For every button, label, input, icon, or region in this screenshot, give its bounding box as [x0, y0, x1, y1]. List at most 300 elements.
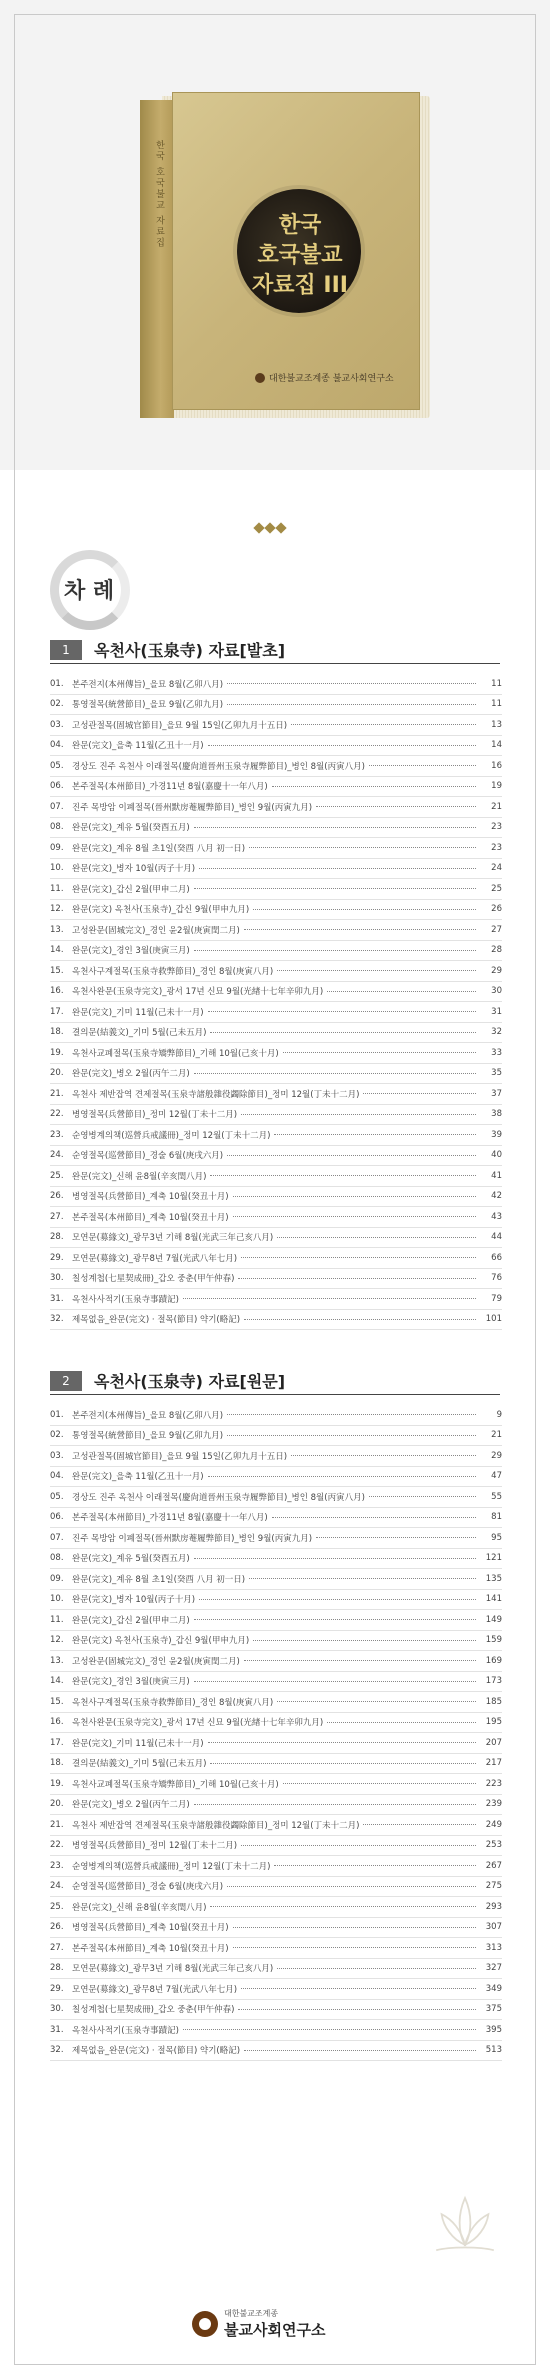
toc-entry	[50, 1569, 502, 1590]
toc-entry-number: 27.	[50, 1942, 64, 1953]
toc-entry-number: 27.	[50, 1211, 64, 1222]
toc-entry	[50, 1446, 502, 1467]
footer-logo	[192, 2308, 325, 2340]
toc-entry-title: 고성완문(固城完文)_경인 윤2월(庚寅閏二月)	[72, 925, 240, 936]
toc-entry-title: 순영절목(巡營節目)_경술 6월(庚戌六月)	[72, 1882, 224, 1893]
toc-leader-dots	[238, 2009, 476, 2010]
toc-entry	[50, 1023, 502, 1044]
toc-entry-title: 완문(完文) 옥천사(玉泉寺)_갑신 9월(甲申九月)	[72, 905, 250, 916]
toc-leader-dots	[210, 1906, 476, 1907]
toc-entry-page: 38	[491, 1109, 502, 1120]
toc-leader-dots	[208, 1011, 476, 1012]
toc-leader-dots	[291, 724, 476, 725]
toc-entry-number: 10.	[50, 863, 64, 874]
book-front	[172, 92, 420, 410]
toc-entry-page: 313	[485, 1942, 502, 1953]
toc-entry-number: 23.	[50, 1129, 64, 1140]
toc-entry	[50, 1897, 502, 1918]
toc-entry-page: 23	[491, 842, 502, 853]
toc-entry-title: 완문(完文)_신해 윤8월(辛亥閏八月)	[72, 1902, 207, 1913]
toc-entry-title: 완문(完文)_병자 10월(丙子十月)	[72, 1595, 196, 1606]
toc-entry-page: 33	[491, 1047, 502, 1058]
toc-leader-dots	[241, 1257, 476, 1258]
toc-leader-dots	[238, 1278, 476, 1279]
toc-leader-dots	[369, 765, 476, 766]
toc-entry-title: 통영절목(統營節目)_을묘 9월(乙卯九月)	[72, 700, 224, 711]
toc-entry-title: 경상도 진주 옥천사 이래절목(慶尙道晉州玉泉寺履弊節目)_병인 8월(丙寅八月)	[72, 1492, 365, 1503]
toc-entry-page: 13	[491, 719, 502, 730]
diamond-icon	[264, 522, 275, 533]
toc-leader-dots	[363, 1093, 476, 1094]
book-cover-image	[140, 92, 430, 422]
toc-entry-page: 101	[485, 1314, 502, 1325]
toc-entry-title: 완문(完文)_신해 윤8월(辛亥閏八月)	[72, 1171, 207, 1182]
toc-entry-page: 23	[491, 822, 502, 833]
toc-entry	[50, 1651, 502, 1672]
toc-entry-page: 42	[491, 1191, 502, 1202]
toc-entry	[50, 1289, 502, 1310]
toc-entry-page: 195	[485, 1717, 502, 1728]
toc-leader-dots	[194, 1804, 476, 1805]
toc-entry	[50, 1187, 502, 1208]
diamond-icon	[275, 522, 286, 533]
toc-leader-dots	[277, 970, 476, 971]
toc-leader-dots	[363, 1824, 476, 1825]
toc-entry	[50, 961, 502, 982]
toc-entry-number: 22.	[50, 1109, 64, 1120]
toc-leader-dots	[249, 1578, 476, 1579]
toc-entry-page: 55	[491, 1491, 502, 1502]
toc-entry-title: 완문(完文)_을축 11월(乙丑十一月)	[72, 741, 204, 752]
toc-entry	[50, 1405, 502, 1426]
toc-entry	[50, 2041, 502, 2062]
toc-entry	[50, 1631, 502, 1652]
toc-entry	[50, 1713, 502, 1734]
toc-leader-dots	[208, 1476, 476, 1477]
toc-entry-number: 19.	[50, 1047, 64, 1058]
toc-title: 차 례	[64, 579, 115, 604]
toc-entry-title: 완문(完文)_병자 10월(丙子十月)	[72, 864, 196, 875]
toc-entry	[50, 1979, 502, 2000]
toc-entry	[50, 1467, 502, 1488]
section-number-badge: 1	[50, 640, 82, 660]
toc-entry	[50, 1959, 502, 1980]
toc-entry-page: 27	[491, 924, 502, 935]
toc-entry-number: 04.	[50, 740, 64, 751]
toc-entry-page: 66	[491, 1252, 502, 1263]
toc-entry-page: 44	[491, 1232, 502, 1243]
footer	[0, 2300, 550, 2360]
section-title: 옥천사(玉泉寺) 자료[발초]	[94, 641, 286, 660]
toc-entry-page: 513	[485, 2045, 502, 2056]
book-spine	[140, 100, 174, 418]
toc-entry-number: 11.	[50, 883, 64, 894]
toc-entry-title: 진주 목방암 이폐절목(晉州默房菴履弊節目)_병인 9월(丙寅九月)	[72, 802, 313, 813]
toc-entry-number: 08.	[50, 822, 64, 833]
toc-entry-number: 25.	[50, 1901, 64, 1912]
toc-leader-dots	[194, 950, 476, 951]
toc-entry-number: 23.	[50, 1860, 64, 1871]
toc-entry	[50, 1610, 502, 1631]
toc-entry-number: 13.	[50, 1655, 64, 1666]
toc-leader-dots	[194, 888, 476, 889]
toc-leader-dots	[227, 1886, 476, 1887]
toc-entry-title: 본주절목(本州節目)_계축 10월(癸丑十月)	[72, 1943, 229, 1954]
toc-entry-page: 21	[491, 1430, 502, 1441]
toc-leader-dots	[272, 1517, 476, 1518]
toc-leader-dots	[210, 1032, 476, 1033]
toc-leader-dots	[277, 1968, 476, 1969]
toc-entry	[50, 715, 502, 736]
toc-entry	[50, 1310, 502, 1331]
toc-entry-number: 20.	[50, 1068, 64, 1079]
section-header-2	[50, 1367, 500, 1395]
toc-entry-title: 본주절목(本州節目)_계축 10월(癸丑十月)	[72, 1212, 229, 1223]
toc-entry-page: 16	[491, 760, 502, 771]
toc-entry-number: 19.	[50, 1778, 64, 1789]
toc-leader-dots	[253, 1640, 476, 1641]
toc-entry-page: 47	[491, 1471, 502, 1482]
toc-entry-number: 28.	[50, 1963, 64, 1974]
toc-entry	[50, 1487, 502, 1508]
toc-entry-title: 순영병계의책(巡營兵戒議冊)_정미 12월(丁未十二月)	[72, 1130, 271, 1141]
toc-leader-dots	[327, 991, 476, 992]
toc-entry	[50, 1269, 502, 1290]
section-number-badge: 2	[50, 1371, 82, 1391]
toc-entry-title: 옥천사구계절목(玉泉寺救弊節目)_경인 8월(庚寅八月)	[72, 1697, 274, 1708]
toc-entry-number: 16.	[50, 1717, 64, 1728]
toc-leader-dots	[208, 745, 476, 746]
toc-entry	[50, 1002, 502, 1023]
toc-entry	[50, 1590, 502, 1611]
toc-entry	[50, 736, 502, 757]
toc-leader-dots	[283, 1052, 476, 1053]
toc-leader-dots	[316, 806, 476, 807]
toc-header	[50, 550, 170, 630]
toc-leader-dots	[194, 1073, 476, 1074]
toc-entry-number: 32.	[50, 1314, 64, 1325]
toc-entry-title: 고성관절목(固城官節目)_을묘 9월 15일(乙卯九月十五日)	[72, 1451, 288, 1462]
organization-logo-icon	[192, 2311, 218, 2337]
toc-entry-page: 375	[485, 2004, 502, 2015]
toc-entry-page: 79	[491, 1293, 502, 1304]
toc-entry-number: 25.	[50, 1170, 64, 1181]
toc-entry-number: 26.	[50, 1191, 64, 1202]
toc-entry-page: 173	[485, 1676, 502, 1687]
toc-entry-title: 모연문(募緣文)_광무3년 기해 8월(光武三年己亥八月)	[72, 1964, 274, 1975]
toc-entry-page: 35	[491, 1068, 502, 1079]
toc-leader-dots	[183, 2029, 476, 2030]
footer-org-small: 대한불교조계종	[224, 2309, 279, 2318]
toc-entry-page: 9	[496, 1409, 502, 1420]
toc-entry-page: 40	[491, 1150, 502, 1161]
toc-entry	[50, 1166, 502, 1187]
toc-entry	[50, 2000, 502, 2021]
toc-entry-page: 135	[485, 1573, 502, 1584]
footer-org	[224, 2308, 325, 2340]
toc-entry-number: 06.	[50, 1512, 64, 1523]
toc-leader-dots	[244, 1660, 476, 1661]
toc-entry	[50, 1774, 502, 1795]
toc-entry-page: 31	[491, 1006, 502, 1017]
cover-publisher	[255, 371, 394, 384]
toc-entry-number: 31.	[50, 2024, 64, 2035]
toc-entry-number: 29.	[50, 1983, 64, 1994]
toc-entry-page: 149	[485, 1614, 502, 1625]
toc-entry-number: 04.	[50, 1471, 64, 1482]
toc-entry	[50, 1528, 502, 1549]
toc-entry-title: 모연문(募緣文)_광무8년 7월(光武八年七月)	[72, 1253, 238, 1264]
toc-entry-page: 21	[491, 801, 502, 812]
toc-list-section-2	[50, 1405, 502, 2061]
toc-entry-number: 29.	[50, 1252, 64, 1263]
toc-entry-page: 185	[485, 1696, 502, 1707]
toc-entry-page: 275	[485, 1881, 502, 1892]
toc-entry	[50, 1549, 502, 1570]
toc-entry-title: 병영절목(兵營節目)_계축 10월(癸丑十月)	[72, 1923, 229, 1934]
section-header-1	[50, 636, 500, 664]
toc-leader-dots	[199, 1599, 476, 1600]
toc-entry-title: 완문(完文)_경인 3월(庚寅三月)	[72, 1677, 190, 1688]
toc-entry-number: 24.	[50, 1881, 64, 1892]
toc-entry-number: 30.	[50, 1273, 64, 1284]
toc-leader-dots	[227, 683, 476, 684]
toc-leader-dots	[194, 1619, 476, 1620]
toc-entry	[50, 1836, 502, 1857]
divider-ornament	[255, 524, 285, 532]
toc-entry-number: 21.	[50, 1819, 64, 1830]
toc-entry-page: 29	[491, 965, 502, 976]
diamond-icon	[253, 522, 264, 533]
toc-entry-title: 경상도 진주 옥천사 이래절목(慶尙道晉州玉泉寺履弊節目)_병인 8월(丙寅八月)	[72, 761, 365, 772]
toc-entry-number: 15.	[50, 1696, 64, 1707]
toc-leader-dots	[244, 2050, 476, 2051]
toc-entry-title: 병영절목(兵營節目)_계축 10월(癸丑十月)	[72, 1192, 229, 1203]
toc-entry	[50, 1877, 502, 1898]
toc-entry-number: 17.	[50, 1006, 64, 1017]
toc-entry-page: 121	[485, 1553, 502, 1564]
toc-entry-number: 30.	[50, 2004, 64, 2015]
toc-leader-dots	[208, 1742, 476, 1743]
toc-entry-number: 02.	[50, 699, 64, 710]
toc-entry-number: 02.	[50, 1430, 64, 1441]
toc-entry-page: 327	[485, 1963, 502, 1974]
toc-entry-title: 본주절목(本州節目)_가경11년 8월(嘉慶十一年八月)	[72, 782, 268, 793]
toc-entry-number: 24.	[50, 1150, 64, 1161]
toc-leader-dots	[227, 1414, 476, 1415]
toc-entry-title: 완문(完文)_계유 5월(癸酉五月)	[72, 823, 190, 834]
toc-entry-number: 28.	[50, 1232, 64, 1243]
toc-entry-page: 25	[491, 883, 502, 894]
toc-entry	[50, 1815, 502, 1836]
toc-entry-title: 칠성계첩(七星契成冊)_갑오 중춘(甲午仲春)	[72, 1274, 235, 1285]
toc-entry-page: 95	[491, 1532, 502, 1543]
toc-entry-title: 통영절목(統營節目)_을묘 9월(乙卯九月)	[72, 1431, 224, 1442]
toc-entry-page: 26	[491, 904, 502, 915]
toc-entry-page: 207	[485, 1737, 502, 1748]
toc-leader-dots	[244, 1319, 476, 1320]
toc-entry-page: 39	[491, 1129, 502, 1140]
cover-title-line2: 호국불교	[257, 243, 343, 268]
toc-leader-dots	[253, 909, 476, 910]
toc-entry-number: 01.	[50, 678, 64, 689]
toc-entry-number: 18.	[50, 1758, 64, 1769]
cover-title	[245, 211, 355, 301]
toc-leader-dots	[227, 704, 476, 705]
toc-entry-page: 249	[485, 1819, 502, 1830]
toc-entry-title: 병영절목(兵營節目)_정미 12월(丁未十二月)	[72, 1110, 238, 1121]
toc-entry-title: 칠성계첩(七星契成冊)_갑오 중춘(甲午仲春)	[72, 2005, 235, 2016]
toc-entry-page: 81	[491, 1512, 502, 1523]
toc-entry-number: 12.	[50, 1635, 64, 1646]
footer-org-big: 불교사회연구소	[224, 2321, 326, 2339]
toc-entry-number: 07.	[50, 801, 64, 812]
toc-entry-title: 완문(完文)_을축 11월(乙丑十一月)	[72, 1472, 204, 1483]
toc-leader-dots	[277, 1237, 476, 1238]
toc-entry-title: 제목없음_완문(完文) · 절목(節目) 약기(略記)	[72, 2046, 241, 2057]
toc-entry	[50, 920, 502, 941]
toc-entry	[50, 1084, 502, 1105]
toc-entry-number: 12.	[50, 904, 64, 915]
toc-leader-dots	[194, 1681, 476, 1682]
toc-entry-title: 옥천사구계절목(玉泉寺救弊節目)_경인 8월(庚寅八月)	[72, 966, 274, 977]
toc-entry-number: 20.	[50, 1799, 64, 1810]
toc-entry	[50, 1508, 502, 1529]
toc-entry-title: 모연문(募緣文)_광무8년 7월(光武八年七月)	[72, 1984, 238, 1995]
toc-entry-number: 15.	[50, 965, 64, 976]
toc-leader-dots	[194, 1558, 476, 1559]
toc-entry	[50, 1938, 502, 1959]
toc-entry	[50, 1672, 502, 1693]
toc-entry-number: 01.	[50, 1409, 64, 1420]
toc-entry-title: 제목없음_완문(完文) · 절목(節目) 약기(略記)	[72, 1315, 241, 1326]
toc-entry-title: 옥천사사적기(玉泉寺事蹟記)	[72, 2025, 179, 2036]
toc-entry-title: 옥천사교폐절목(玉泉寺矯弊節目)_기해 10월(己亥十月)	[72, 1048, 279, 1059]
toc-entry-page: 19	[491, 781, 502, 792]
toc-entry-page: 32	[491, 1027, 502, 1038]
toc-entry-page: 11	[491, 699, 502, 710]
toc-entry	[50, 1426, 502, 1447]
section-title: 옥천사(玉泉寺) 자료[원문]	[94, 1372, 286, 1391]
toc-entry-page: 29	[491, 1450, 502, 1461]
toc-entry	[50, 982, 502, 1003]
toc-entry-title: 병영절목(兵營節目)_정미 12월(丁未十二月)	[72, 1841, 238, 1852]
toc-entry-title: 모연문(募緣文)_광무3년 기해 8월(光武三年己亥八月)	[72, 1233, 274, 1244]
toc-entry-page: 30	[491, 986, 502, 997]
toc-entry-number: 21.	[50, 1088, 64, 1099]
toc-leader-dots	[274, 1865, 476, 1866]
toc-entry	[50, 674, 502, 695]
toc-leader-dots	[316, 1537, 476, 1538]
toc-entry	[50, 1733, 502, 1754]
toc-leader-dots	[277, 1701, 476, 1702]
toc-entry-title: 완문(完文)_기미 11월(己未十一月)	[72, 1738, 204, 1749]
toc-entry-number: 08.	[50, 1553, 64, 1564]
toc-entry-title: 완문(完文)_계유 5월(癸酉五月)	[72, 1554, 190, 1565]
toc-entry	[50, 1795, 502, 1816]
toc-entry-title: 진주 목방암 이폐절목(晉州默房菴履弊節目)_병인 9월(丙寅九月)	[72, 1533, 313, 1544]
toc-leader-dots	[244, 929, 476, 930]
cover-title-line3: 자료집 III	[252, 273, 348, 298]
toc-leader-dots	[249, 847, 476, 848]
toc-entry	[50, 1105, 502, 1126]
toc-leader-dots	[274, 1134, 476, 1135]
toc-leader-dots	[199, 868, 476, 869]
cover-publisher-text: 대한불교조계종 불교사회연구소	[269, 374, 394, 384]
toc-entry-title: 옥천사 제반잡역 견제절목(玉泉寺諸般雜役蠲除節目)_정미 12월(丁未十二月)	[72, 1089, 360, 1100]
toc-entry	[50, 797, 502, 818]
toc-entry	[50, 1207, 502, 1228]
toc-entry	[50, 1754, 502, 1775]
lotus-icon	[420, 2180, 510, 2270]
toc-entry	[50, 1064, 502, 1085]
toc-entry-title: 완문(完文)_경인 3월(庚寅三月)	[72, 946, 190, 957]
toc-leader-dots	[210, 1175, 476, 1176]
cover-title-line1: 한국	[278, 213, 322, 238]
toc-entry-number: 06.	[50, 781, 64, 792]
toc-leader-dots	[241, 1114, 476, 1115]
spine-text: 한국 호국불교 자료집	[154, 140, 164, 249]
toc-leader-dots	[227, 1435, 476, 1436]
toc-entry-number: 17.	[50, 1737, 64, 1748]
toc-leader-dots	[327, 1722, 476, 1723]
toc-entry-page: 349	[485, 1983, 502, 1994]
toc-entry	[50, 1248, 502, 1269]
toc-leader-dots	[233, 1216, 476, 1217]
toc-entry-page: 159	[485, 1635, 502, 1646]
publisher-logo-icon	[255, 373, 265, 383]
toc-entry-title: 고성완문(固城完文)_경인 윤2월(庚寅閏二月)	[72, 1656, 240, 1667]
toc-entry-title: 완문(完文) 옥천사(玉泉寺)_갑신 9월(甲申九月)	[72, 1636, 250, 1647]
toc-entry-title: 완문(完文)_병오 2월(丙午二月)	[72, 1069, 190, 1080]
toc-entry-number: 13.	[50, 924, 64, 935]
toc-entry-number: 22.	[50, 1840, 64, 1851]
toc-leader-dots	[233, 1927, 476, 1928]
toc-entry-number: 03.	[50, 719, 64, 730]
toc-entry-page: 253	[485, 1840, 502, 1851]
toc-leader-dots	[241, 1845, 476, 1846]
toc-entry	[50, 1146, 502, 1167]
toc-entry-number: 31.	[50, 1293, 64, 1304]
toc-entry-page: 307	[485, 1922, 502, 1933]
toc-leader-dots	[369, 1496, 476, 1497]
toc-entry-number: 09.	[50, 1573, 64, 1584]
toc-entry-title: 완문(完文)_계유 8월 초1일(癸酉 八月 初一日)	[72, 1574, 246, 1585]
toc-entry-number: 16.	[50, 986, 64, 997]
toc-entry-title: 완문(完文)_병오 2월(丙午二月)	[72, 1800, 190, 1811]
toc-entry-number: 10.	[50, 1594, 64, 1605]
toc-entry-title: 순영절목(巡營節目)_경술 6월(庚戌六月)	[72, 1151, 224, 1162]
toc-leader-dots	[291, 1455, 476, 1456]
toc-entry-page: 223	[485, 1778, 502, 1789]
toc-entry-number: 07.	[50, 1532, 64, 1543]
toc-entry-number: 26.	[50, 1922, 64, 1933]
toc-entry-title: 본주전지(本州傳旨)_을묘 8월(乙卯八月)	[72, 679, 224, 690]
toc-entry-title: 결의문(結義文)_기미 5월(己未五月)	[72, 1028, 207, 1039]
toc-entry	[50, 1856, 502, 1877]
toc-entry-number: 03.	[50, 1450, 64, 1461]
toc-entry-title: 옥천사교폐절목(玉泉寺矯弊節目)_기해 10월(己亥十月)	[72, 1779, 279, 1790]
toc-entry-title: 완문(完文)_갑신 2월(甲申二月)	[72, 1615, 190, 1626]
toc-list-section-1	[50, 674, 502, 1330]
toc-entry	[50, 879, 502, 900]
toc-entry-title: 결의문(結義文)_기미 5월(己未五月)	[72, 1759, 207, 1770]
toc-entry	[50, 941, 502, 962]
toc-leader-dots	[241, 1988, 476, 1989]
toc-entry-page: 37	[491, 1088, 502, 1099]
toc-entry	[50, 1043, 502, 1064]
toc-entry-page: 141	[485, 1594, 502, 1605]
